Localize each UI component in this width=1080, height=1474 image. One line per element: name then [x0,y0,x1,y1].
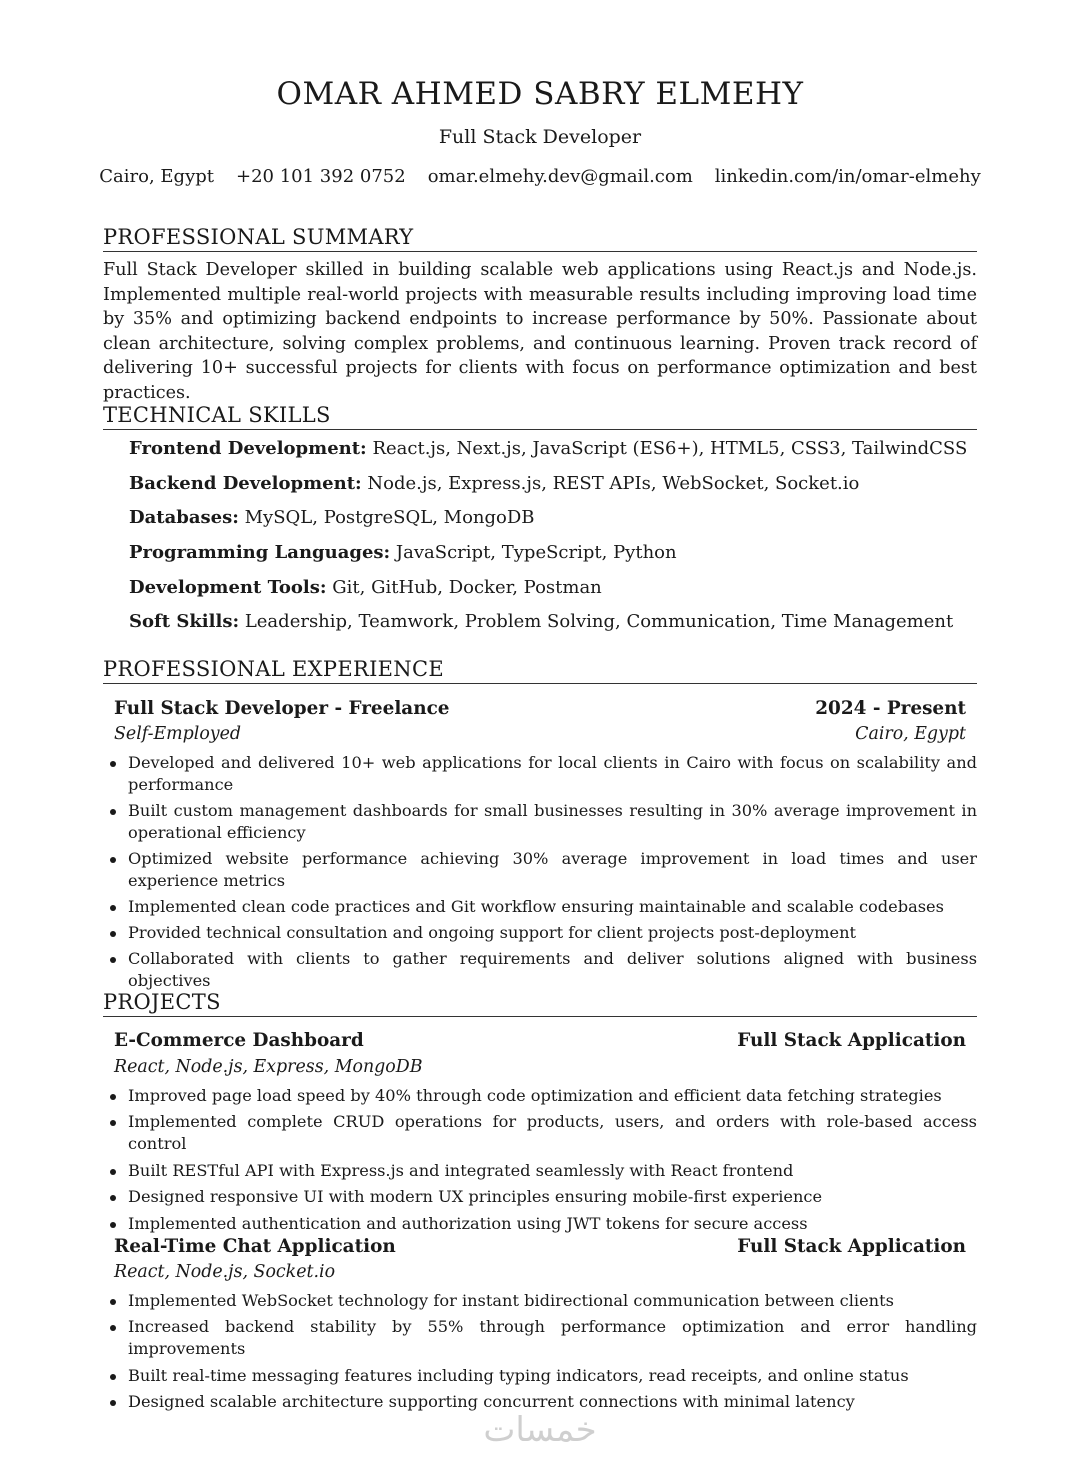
project-stack: React, Node.js, Socket.io [114,1262,336,1282]
watermark-logo: خمسات [483,1410,597,1450]
experience-header [114,697,966,721]
list-item: Provided technical consultation and ongoing support for client projects post-deployment [103,922,977,944]
list-item: Built custom management dashboards for small businesses resulting in 30% average improvement in operational efficiency [103,800,977,844]
list-item: Increased backend stability by 55% through performance optimization and error handling improvements [103,1316,977,1360]
skill-row [129,471,979,506]
skill-row [129,505,979,540]
project-type: Full Stack Application [737,1236,966,1257]
project-name: E-Commerce Dashboard [114,1030,364,1051]
skill-value: React.js, Next.js, JavaScript (ES6+), HTML5, CSS3, TailwindCSS [372,438,968,459]
contact-email[interactable]: omar.elmehy.dev@gmail.com [427,166,693,187]
contact-linkedin[interactable]: linkedin.com/in/omar-elmehy [714,166,981,187]
list-item: Implemented clean code practices and Git workflow ensuring maintainable and scalable codebases [103,896,977,918]
experience-subheader [114,722,966,746]
contact-location: Cairo, Egypt [99,166,214,187]
project-header [114,1029,966,1053]
experience-company: Self-Employed [114,724,242,744]
list-item: Implemented WebSocket technology for instant bidirectional communication between clients [103,1290,977,1312]
skill-value: Git, GitHub, Docker, Postman [332,576,602,598]
skills-heading: TECHNICAL SKILLS [103,402,977,430]
skill-value: JavaScript, TypeScript, Python [395,542,677,564]
skill-label: Soft Skills: [129,611,240,633]
project-type: Full Stack Application [737,1030,966,1051]
skill-value: Leadership, Teamwork, Problem Solving, Communication, Time Management [244,611,954,633]
candidate-name: OMAR AHMED SABRY ELMEHY [276,76,804,112]
project-bullets [103,1085,977,1235]
skill-label: Development Tools: [129,576,327,598]
contact-line [99,166,981,187]
project-stack: React, Node.js, Express, MongoDB [114,1057,423,1077]
skill-value: MySQL, PostgreSQL, MongoDB [244,507,535,529]
list-item: Optimized website performance achieving 30% average improvement in load times and user experience metrics [103,848,977,892]
skill-label: Backend Development: [129,472,362,494]
list-item: Built RESTful API with Express.js and integrated seamlessly with React frontend [103,1160,977,1182]
skill-row [129,575,979,610]
contact-phone: +20 101 392 0752 [236,166,406,187]
experience-role: Full Stack Developer - Freelance [114,698,450,719]
experience-dates: 2024 - Present [815,698,966,719]
project-header [114,1235,966,1259]
skill-row [129,436,979,471]
list-item: Designed responsive UI with modern UX principles ensuring mobile-first experience [103,1186,977,1208]
project-name: Real-Time Chat Application [114,1236,396,1257]
skill-row [129,540,979,575]
list-item: Improved page load speed by 40% through code optimization and efficient data fetching strategies [103,1085,977,1107]
skill-value: Node.js, Express.js, REST APIs, WebSocket, Socket.io [367,472,860,494]
summary-text: Full Stack Developer skilled in building scalable web applications using React.js and Node.js. Implemented multiple real-world projects with measurable results including improving load time by 35% and optimizing backend endpoints to increase performance by 50%. Passionate about clean architecture, solving complex problems, and continuous learning. Proven track record of delivering 10+ successful projects for clients with focus on performance optimization and best practices. [103,260,977,403]
project-subheader [114,1260,966,1284]
project-subheader [114,1055,966,1079]
skills-list [129,436,979,644]
project-bullets [103,1290,977,1413]
candidate-title: Full Stack Developer [438,126,642,148]
experience-heading: PROFESSIONAL EXPERIENCE [103,656,977,684]
list-item: Built real-time messaging features including typing indicators, read receipts, and online status [103,1365,977,1387]
skill-row [129,609,979,644]
experience-bullets [103,752,977,992]
skill-label: Databases: [129,507,239,529]
skill-label: Frontend Development: [129,438,367,459]
projects-heading: PROJECTS [103,989,977,1017]
list-item: Collaborated with clients to gather requirements and deliver solutions aligned with business objectives [103,948,977,992]
list-item: Implemented complete CRUD operations for products, users, and orders with role-based access control [103,1111,977,1155]
list-item: Developed and delivered 10+ web applications for local clients in Cairo with focus on scalability and performance [103,752,977,796]
summary-heading: PROFESSIONAL SUMMARY [103,224,977,252]
experience-location: Cairo, Egypt [855,724,966,744]
skill-label: Programming Languages: [129,542,391,564]
list-item: Implemented authentication and authorization using JWT tokens for secure access [103,1213,977,1235]
list-item: Designed scalable architecture supporting concurrent connections with minimal latency [103,1391,977,1413]
